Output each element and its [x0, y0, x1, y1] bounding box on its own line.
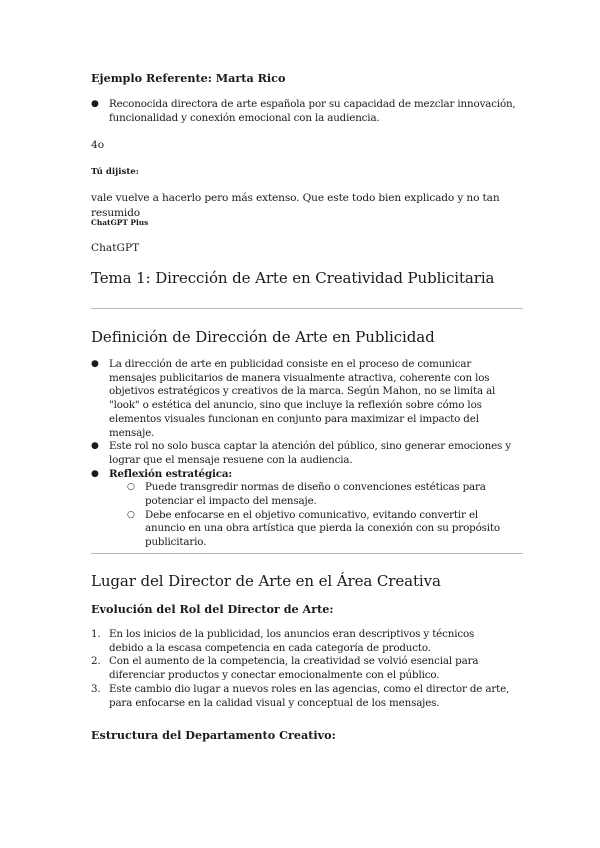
sub-list-item — [127, 509, 511, 550]
bullet-dot-icon: ● — [91, 441, 99, 452]
item-number: 1. — [91, 628, 101, 640]
section2-subheading: Evolución del Rol del Director de Arte: — [91, 602, 334, 616]
divider-2 — [91, 553, 523, 554]
user-message: vale vuelve a hacerlo pero más extenso. Que este todo bien explicado y no tan resumido — [91, 192, 500, 219]
user-label: Tú dijiste: — [91, 167, 139, 177]
assistant-tag: ChatGPT Plus — [91, 218, 149, 227]
bullet-dot-icon: ● — [91, 468, 99, 479]
sub-list-item-text: Puede transgredir normas de diseño o convenciones estéticas para potenciar el impacto del mensaje. — [145, 481, 486, 508]
bullet-circle-icon: ○ — [127, 482, 135, 493]
item-number: 2. — [91, 655, 101, 668]
item-number: 3. — [91, 682, 101, 695]
numbered-item — [91, 628, 511, 655]
bullet-dot-icon: ● — [91, 99, 99, 109]
section1-list — [91, 358, 511, 550]
model-tag: 4o — [91, 139, 105, 151]
sub-list-item-text: Debe enfocarse en el objetivo comunicativo, evitando convertir el anuncio en una obra artística que pierda la conexión con su propósito publicitario. — [145, 508, 500, 549]
list-item — [91, 358, 511, 440]
numbered-item — [91, 655, 511, 682]
divider-1 — [91, 308, 523, 309]
sub-list-item — [127, 481, 511, 508]
example-bullet-text: Reconocida directora de arte española por su capacidad de mezclar innovación, funcionalidad y conexión emocional con la audiencia. — [109, 98, 516, 124]
bullet-circle-icon: ○ — [127, 509, 135, 520]
assistant-name: ChatGPT — [91, 242, 140, 254]
bullet-dot-icon: ● — [91, 359, 99, 369]
section2-list — [91, 628, 511, 710]
list-item-text-bold: Reflexión estratégica: — [109, 467, 233, 480]
section2-title: Lugar del Director de Arte en el Área Creativa — [91, 572, 441, 590]
section2-subheading-2: Estructura del Departamento Creativo: — [91, 728, 336, 742]
section1-title: Definición de Dirección de Arte en Publicidad — [91, 328, 435, 346]
example-heading: Ejemplo Referente: Marta Rico — [91, 71, 286, 85]
list-item — [91, 468, 511, 482]
list-item-text: La dirección de arte en publicidad consiste en el proceso de comunicar mensajes publicitarios de manera visualmente atractiva, coherente con los objetivos estratégicos y creativos de la marca. Según Mahon, no se limita al "look" o estética del anuncio, sino que incluye la reflexión sobre cómo los elementos visuales funcionan en conjunto para maximizar el impacto del mensaje. — [109, 358, 496, 439]
numbered-item-text: En los inicios de la publicidad, los anuncios eran descriptivos y técnicos debido a la escasa competencia en cada categoría de producto. — [109, 628, 475, 654]
list-item — [91, 440, 511, 467]
topic-title: Tema 1: Dirección de Arte en Creatividad Publicitaria — [91, 269, 495, 287]
numbered-item-text: Este cambio dio lugar a nuevos roles en las agencias, como el director de arte, para enfocarse en la calidad visual y conceptual de los mensajes. — [109, 682, 510, 709]
numbered-item — [91, 683, 511, 710]
numbered-item-text: Con el aumento de la competencia, la creatividad se volvió esencial para diferenciar productos y conectar emocionalmente con el público. — [109, 655, 479, 682]
list-item-text: Este rol no solo busca captar la atención del público, sino generar emociones y lograr que el mensaje resuene con la audiencia. — [109, 440, 511, 466]
example-bullet — [91, 98, 529, 125]
